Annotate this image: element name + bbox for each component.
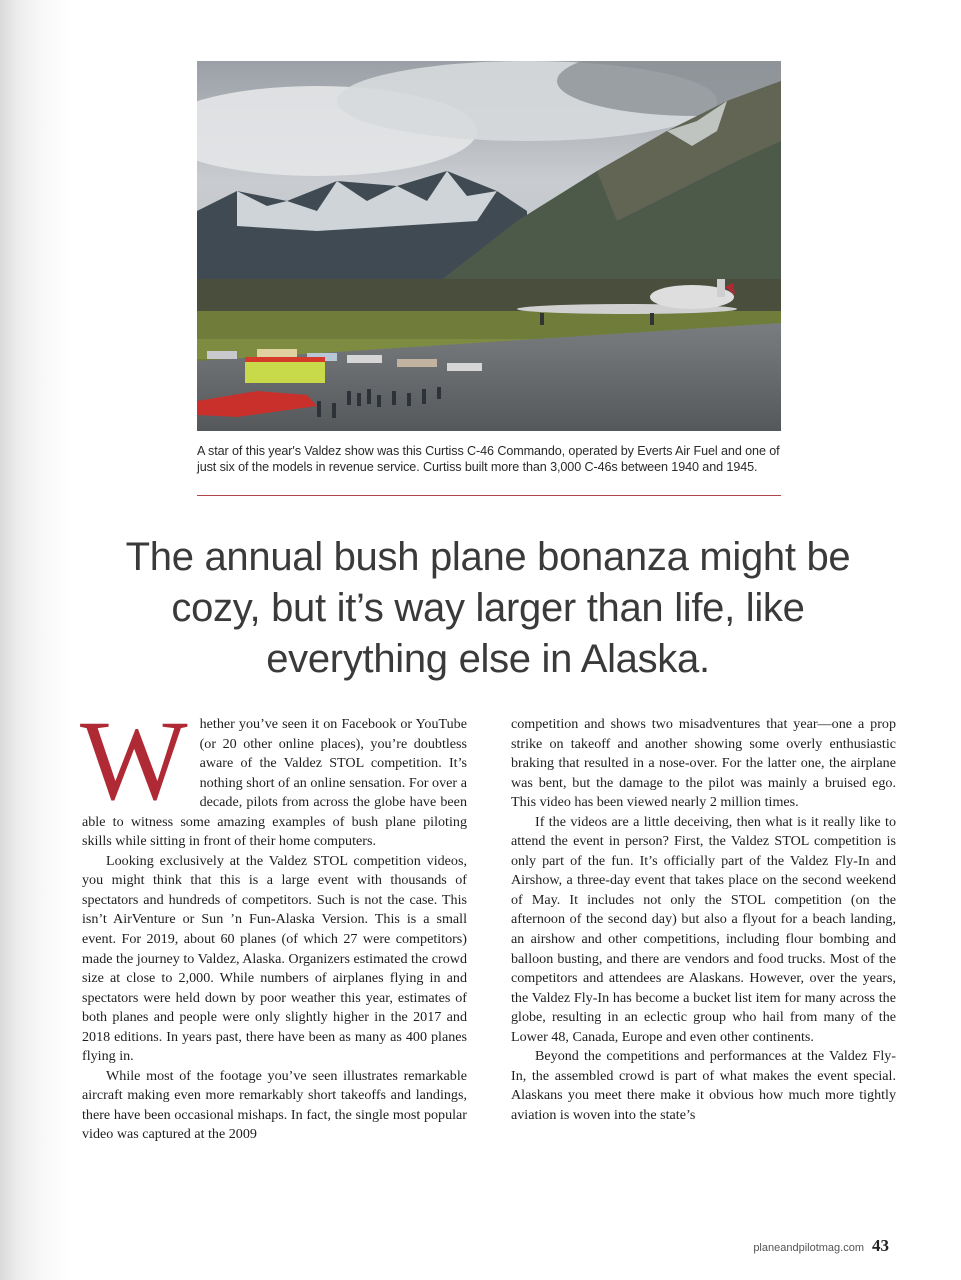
- caption-rule: [197, 495, 781, 496]
- airfield-photo-illustration: [197, 61, 781, 431]
- page-footer: [753, 1236, 889, 1256]
- photo-caption: A star of this year's Valdez show was this Curtiss C-46 Commando, operated by Everts Air Fuel and one of just six of the models in revenue service. Curtiss built more than 3,000 C-46s between 1940 and 1945.: [197, 444, 780, 474]
- lead-paragraph-text: hether you’ve seen it on Facebook or YouTube (or 20 other online places), you’re doubtless aware of the Valdez STOL competition. It’s nothing short of an online sensation. For over a decade, pilots from across the globe have been able to witness some amazing examples of bush plane piloting skills while sitting in front of their home computers.: [82, 716, 467, 850]
- body-column-left: [80, 697, 467, 1145]
- lead-paragraph: [80, 697, 467, 852]
- body-paragraph: Looking exclusively at the Valdez STOL competition videos, you might think that this is a large event with thousands of spectators and hundreds of competitors. Such is not the case. This isn’t AirVenture or Sun ’n Fun-Alaska Version. This is a small event. For 2019, about 60 planes (of which 27 were competitors) made the journey to Valdez, Alaska. Organizers estimated the crowd size at close to 2,000. While numbers of airplanes flying in and spectators were held down by poor weather this year, estimates of both planes and people were only slightly higher in the 2017 and 2018 editions. In years past, there have been as many as 400 planes flying in.: [82, 852, 467, 1065]
- feature-photo: [197, 61, 781, 431]
- pull-quote: The annual bush plane bonanza might be cozy, but it’s way larger than life, like everything else in Alaska.: [125, 535, 851, 681]
- drop-cap: W: [80, 697, 188, 824]
- website-url: planeandpilotmag.com: [753, 1242, 864, 1254]
- body-paragraph: competition and shows two misadventures that year—one a prop strike on takeoff and another showing some overly enthusiastic braking that resulted in a nose-over. For the latter one, the airplane was bent, but the damage to the pilot was mainly a bruised ego. This video has been viewed nearly 2 million times.: [511, 716, 896, 811]
- spine-shadow: [0, 0, 70, 1280]
- body-paragraph: Beyond the competitions and performances at the Valdez Fly-In, the assembled crowd is part of what makes the event special. Alaskans you meet there make it obvious how much more tightly aviation is woven into the state’s: [511, 1048, 896, 1123]
- body-column-right: [511, 715, 896, 1125]
- body-paragraph: If the videos are a little deceiving, then what is it really like to attend the event in person? First, the Valdez STOL competition is only part of the fun. It’s officially part of the Valdez Fly-In and Airshow, a three-day event that takes place on the second weekend of May. It includes not only the STOL competition (on the afternoon of the second day) but also a flyout for a beach landing, an airshow and other competitions, including flour bombing and balloon busting, and there are vendors and food trucks. Most of the competitors and attendees are Alaskans. However, over the years, the Valdez Fly-In has become a bucket list item for many across the globe, resulting in an eclectic group who hail from many of the Lower 48, Canada, Europe and even other continents.: [511, 813, 896, 1045]
- body-paragraph: While most of the footage you’ve seen illustrates remarkable aircraft making even more remarkably short takeoffs and landings, there have been occasional mishaps. In fact, the single most popular video was captured at the 2009: [82, 1067, 467, 1143]
- page-number: 43: [872, 1236, 889, 1255]
